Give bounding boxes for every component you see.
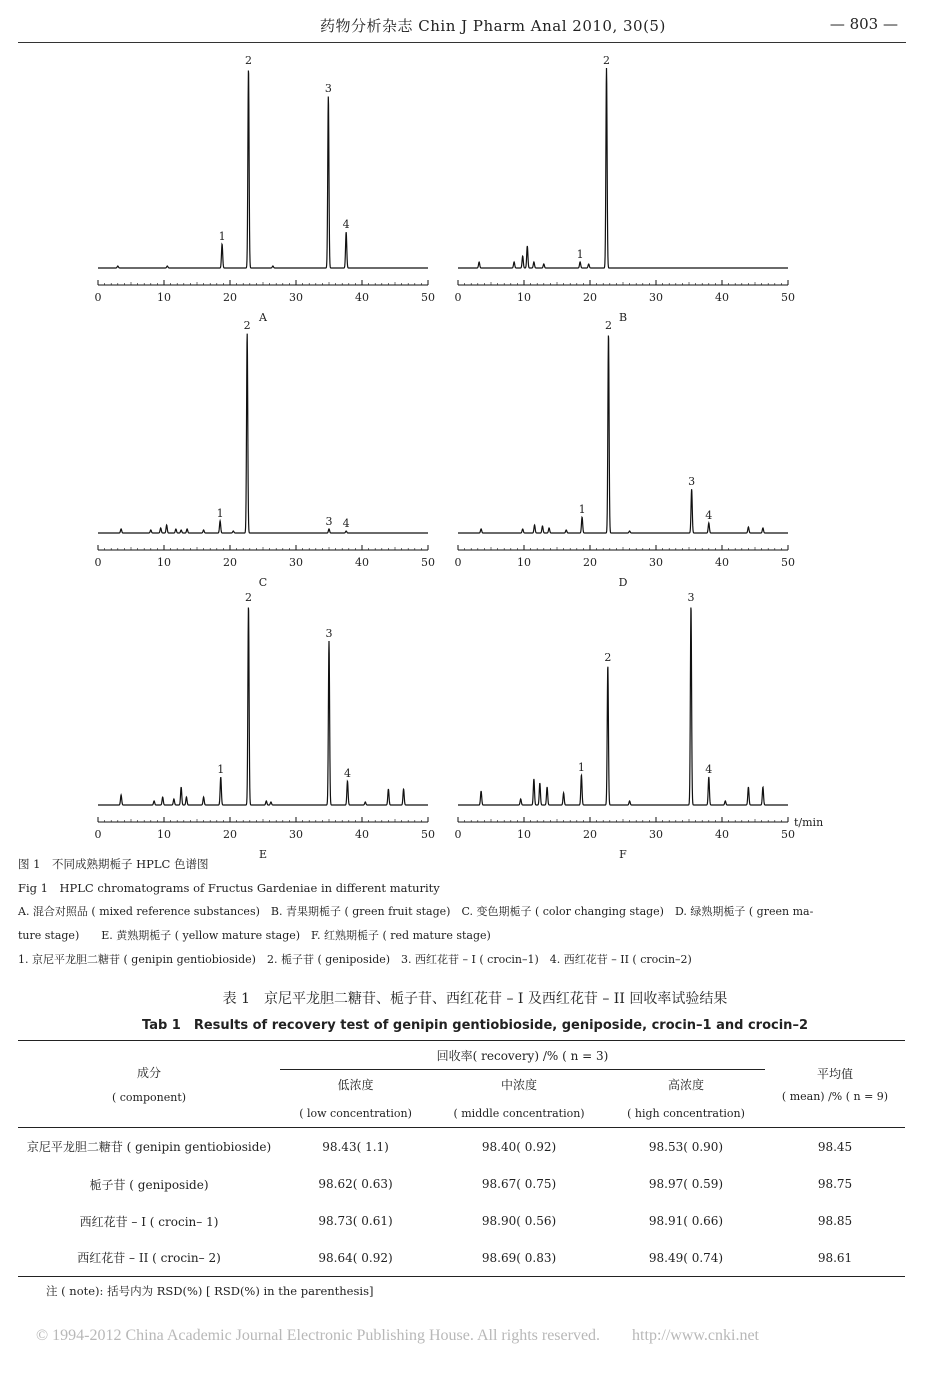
- cell-mid: 98.40( 0.92): [481, 1139, 557, 1154]
- col-mid-zh: 中浓度: [501, 1078, 538, 1093]
- x-tick-label: 10: [517, 556, 531, 569]
- chromatogram-svg: [440, 319, 820, 589]
- cell-low: 98.64( 0.92): [280, 1240, 431, 1277]
- peak-label: 1: [217, 763, 225, 776]
- chromatogram-c: [80, 319, 460, 589]
- panel-label: B: [618, 311, 628, 324]
- peak-label: 3: [325, 627, 333, 640]
- peak-label: 2: [603, 54, 610, 67]
- x-tick-label: 30: [649, 828, 663, 841]
- journal-name: 药物分析杂志 Chin J Pharm Anal 2010, 30(5): [320, 17, 666, 35]
- chromatogram-trace: [458, 608, 788, 806]
- x-tick-label: 30: [289, 828, 303, 841]
- chromatogram-svg: [80, 319, 460, 589]
- peak-label: 1: [218, 230, 226, 243]
- cell-mean: 98.75: [817, 1177, 853, 1191]
- figure-caption: [18, 852, 908, 972]
- chromatogram-d: [440, 319, 820, 589]
- peak-label: 1: [577, 761, 585, 774]
- chromatogram-f: [440, 591, 824, 861]
- x-tick-label: 40: [715, 291, 729, 304]
- x-tick-label: 50: [421, 556, 435, 569]
- peak-label: 2: [244, 54, 252, 67]
- col-mean-header: [765, 1041, 905, 1128]
- chromatogram-e: [80, 591, 460, 861]
- header-mean-en: ( mean) /% ( n = 9): [781, 1090, 889, 1103]
- panel-label: A: [259, 311, 267, 324]
- x-tick-label: 10: [157, 828, 171, 841]
- cell-component: 栀子苷 ( geniposide): [89, 1177, 209, 1192]
- chromatogram-a: [80, 54, 460, 324]
- table-note: 注 ( note): 括号内为 RSD(%) [ RSD(%) in the parenthesis]: [46, 1284, 374, 1298]
- peak-label: 4: [705, 763, 713, 776]
- panel-label: D: [618, 576, 628, 589]
- x-tick-label: 0: [94, 828, 102, 841]
- header-component-zh: 成分: [136, 1066, 161, 1080]
- cell-mean: 98.85: [817, 1214, 853, 1228]
- x-tick-label: 20: [583, 291, 597, 304]
- panel-label: F: [619, 848, 627, 861]
- chromatogram-svg: [440, 591, 824, 861]
- chromatogram-svg: [80, 54, 460, 324]
- x-tick-label: 10: [517, 828, 531, 841]
- x-tick-label: 0: [94, 556, 102, 569]
- peak-label: 4: [342, 218, 350, 231]
- peak-label: 4: [705, 509, 713, 522]
- x-tick-label: 40: [355, 291, 369, 304]
- x-tick-label: 30: [289, 291, 303, 304]
- x-tick-label: 50: [781, 828, 795, 841]
- peak-label: 2: [243, 319, 251, 332]
- peak-label: 2: [604, 651, 612, 664]
- cell-high: 98.97( 0.59): [648, 1177, 724, 1191]
- figure-legend-line2: ture stage) E. 黄熟期栀子 ( yellow mature stage) F. 红熟期栀子 ( red mature stage): [18, 929, 491, 942]
- cell-mid: 98.90( 0.56): [481, 1214, 557, 1228]
- x-tick-label: 40: [355, 556, 369, 569]
- col-mid-en: ( middle concentration): [431, 1100, 607, 1128]
- x-tick-label: 30: [649, 291, 663, 304]
- header-mean-zh: 平均值: [816, 1067, 853, 1081]
- chromatogram-b: [440, 54, 820, 324]
- table-row: [18, 1240, 905, 1277]
- chromatogram-trace: [98, 334, 428, 533]
- x-tick-label: 50: [781, 291, 795, 304]
- panel-label: C: [258, 576, 268, 589]
- recovery-table: [18, 1040, 905, 1277]
- x-tick-label: 0: [454, 556, 462, 569]
- peak-label: 1: [216, 507, 224, 520]
- page-number: — 803 —: [829, 15, 898, 33]
- x-tick-label: 0: [454, 828, 462, 841]
- x-tick-label: 20: [583, 556, 597, 569]
- col-high-zh: 高浓度: [667, 1078, 704, 1093]
- cell-high: 98.91( 0.66): [648, 1214, 724, 1228]
- x-tick-label: 50: [781, 556, 795, 569]
- x-axis-unit-label: t/min: [794, 816, 824, 829]
- cell-low: 98.73( 0.61): [318, 1214, 393, 1228]
- cell-low: 98.62( 0.63): [318, 1177, 393, 1191]
- x-tick-label: 20: [583, 828, 597, 841]
- x-tick-label: 0: [454, 291, 462, 304]
- x-tick-label: 10: [157, 556, 171, 569]
- chromatogram-trace: [458, 336, 788, 534]
- table-row: [18, 1203, 905, 1240]
- x-tick-label: 50: [421, 291, 435, 304]
- cell-component: 西红花苷 – I ( crocin– 1): [79, 1214, 219, 1229]
- x-tick-label: 10: [157, 291, 171, 304]
- col-low-zh: 低浓度: [337, 1078, 374, 1093]
- x-tick-label: 20: [223, 556, 237, 569]
- figure-legend-line3: 1. 京尼平龙胆二糖苷 ( genipin gentiobioside) 2. 栀子苷 ( geniposide) 3. 西红花苷 – I ( crocin–1) 4. 西红花苷 – II ( crocin–2): [18, 953, 692, 966]
- chromatogram-trace: [98, 608, 428, 806]
- cell-high: 98.49( 0.74): [607, 1240, 765, 1277]
- table-row: [18, 1166, 905, 1203]
- x-tick-label: 20: [223, 828, 237, 841]
- cell-mid: 98.69( 0.83): [431, 1240, 607, 1277]
- cell-component: 西红花苷 – II ( crocin– 2): [18, 1240, 280, 1277]
- x-tick-label: 20: [223, 291, 237, 304]
- chromatogram-svg: [440, 54, 820, 324]
- cell-mean: 98.61: [765, 1240, 905, 1277]
- figure-caption-zh: 图 1 不同成熟期栀子 HPLC 色谱图: [18, 857, 209, 871]
- table-row: [18, 1128, 905, 1166]
- chromatogram-trace: [98, 71, 428, 269]
- chromatogram-trace: [458, 68, 788, 268]
- cell-component: 京尼平龙胆二糖苷 ( genipin gentiobioside): [26, 1140, 272, 1155]
- x-tick-label: 40: [355, 828, 369, 841]
- x-tick-label: 10: [517, 291, 531, 304]
- header-component-en: ( component): [111, 1091, 187, 1104]
- peak-label: 1: [578, 503, 586, 516]
- cell-mid: 98.67( 0.75): [481, 1177, 557, 1191]
- table-title-en: Tab 1 Results of recovery test of genipin gentiobioside, geniposide, crocin–1 and crocin–2: [142, 1018, 808, 1033]
- figure-caption-en: Fig 1 HPLC chromatograms of Fructus Gardeniae in different maturity: [18, 881, 440, 895]
- peak-label: 3: [325, 515, 333, 528]
- peak-label: 3: [688, 475, 696, 488]
- chromatogram-svg: [80, 591, 460, 861]
- x-tick-label: 30: [289, 556, 303, 569]
- peak-label: 4: [343, 767, 351, 780]
- copyright: © 1994-2012 China Academic Journal Electronic Publishing House. All rights reserved. http://www.cnki.net: [36, 1327, 760, 1344]
- page-header: [18, 10, 906, 43]
- peak-label: 2: [244, 591, 252, 604]
- cell-mean: 98.45: [817, 1139, 853, 1154]
- col-component-header: [18, 1041, 280, 1128]
- col-low-en: ( low concentration): [280, 1100, 431, 1128]
- x-tick-label: 40: [715, 828, 729, 841]
- cell-high: 98.53( 0.90): [648, 1139, 724, 1154]
- peak-label: 3: [324, 82, 332, 95]
- x-tick-label: 0: [94, 291, 102, 304]
- col-recovery-group: 回收率( recovery) /% ( n = 3): [280, 1041, 765, 1070]
- col-high-en: ( high concentration): [607, 1100, 765, 1128]
- table-title-zh: 表 1 京尼平龙胆二糖苷、栀子苷、西红花苷 – I 及西红花苷 – II 回收率试验结果: [222, 991, 728, 1007]
- peak-label: 2: [604, 319, 612, 332]
- peak-label: 3: [687, 591, 695, 604]
- peak-label: 1: [576, 248, 584, 261]
- x-tick-label: 30: [649, 556, 663, 569]
- peak-label: 4: [342, 517, 350, 530]
- x-tick-label: 40: [715, 556, 729, 569]
- panel-label: E: [258, 848, 268, 861]
- x-tick-label: 50: [421, 828, 435, 841]
- figure-legend-line1: A. 混合对照品 ( mixed reference substances) B. 青果期栀子 ( green fruit stage) C. 变色期栀子 ( color changing stage) D. 绿熟期栀子 ( green ma-: [18, 905, 814, 918]
- cell-low: 98.43( 1.1): [322, 1139, 389, 1154]
